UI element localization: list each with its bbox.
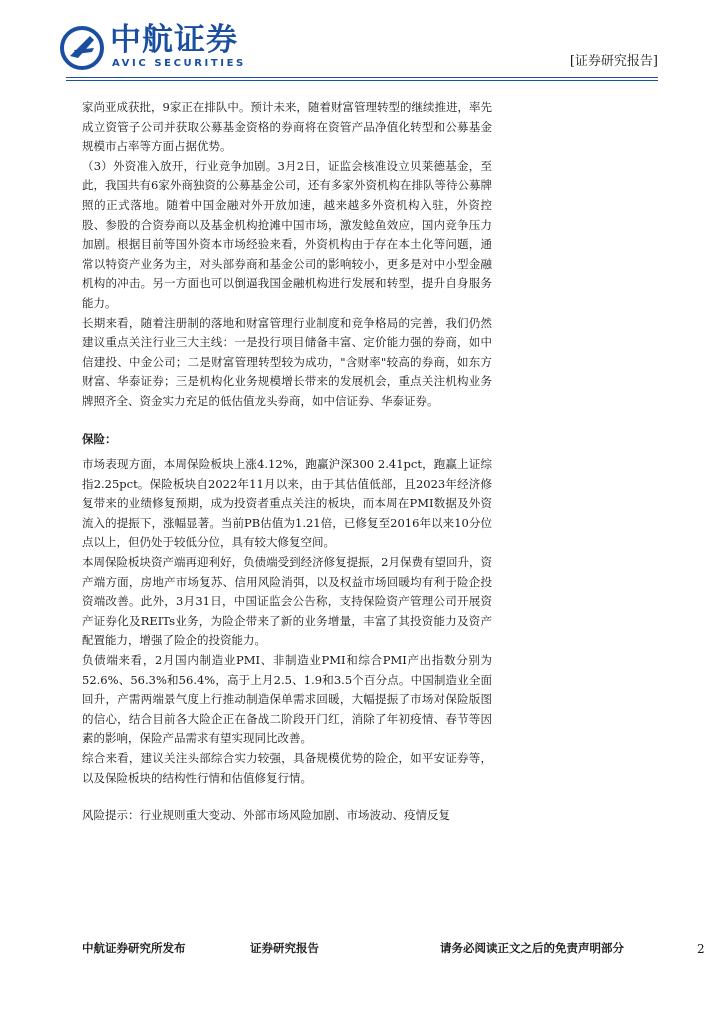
- footer-report-type: 证券研究报告: [250, 941, 319, 955]
- body-paragraph: 长期来看，随着注册制的落地和财富管理行业制度和竞争格局的完善，我们仍然建议重点关注行业三大主线：一是投行项目储备丰富、定价能力强的券商，如中信建投、中金公司；二是财富管理转型较为成功，"含财率"较高的券商，如东方财富、华泰证券；三是机构化业务规模增长带来的发展机会，重点关注机构业务牌照齐全、资金实力充足的低估值龙头券商，如中信证券、华泰证券。: [82, 315, 492, 408]
- avic-logo-icon: [60, 26, 104, 70]
- header-divider-thin: [66, 80, 658, 81]
- section-title-insurance: 保险：: [82, 431, 117, 446]
- brand-subtitle: AVIC SECURITIES: [112, 58, 246, 69]
- insurance-paragraph: 市场表现方面，本周保险板块上涨4.12%，跑赢沪深300 2.41pct，跑赢上证综指2.25pct。保险板块自2022年11月以来，由于其估值低部，且2023年经济修复带来的业绩修复预期，成为投资者重点关注的板块，而本周在PMI数据及外资流入的提振下，涨幅显著。当前PB估值为1.21倍，已修复至2016年以来10分位点以上，但仍处于较低分位，具有较大修复空间。: [82, 457, 492, 550]
- report-body: [82, 98, 492, 826]
- report-type-tag: [证券研究报告]: [569, 54, 658, 69]
- page-number: 2: [697, 942, 705, 956]
- page-header: [0, 0, 724, 80]
- header-divider: [66, 77, 658, 78]
- risk-note: 风险提示：行业规则重大变动、外部市场风险加剧、市场波动、疫情反复: [82, 808, 450, 823]
- body-paragraph: 家尚亚成获批，9家正在排队中。预计未来，随着财富管理转型的继续推进，率先成立资管子公司并获取公募基金资格的券商将在资管产品净值化转型和公募基金规模市占率等方面占据优势。: [82, 100, 492, 154]
- footer-publisher: 中航证券研究所发布: [82, 941, 186, 955]
- brand-name: 中航证券: [110, 22, 238, 58]
- insurance-paragraph: 综合来看，建议关注头部综合实力较强，具备规模优势的险企，如平安证券等，以及保险板块的结构性行情和估值修复行情。: [82, 751, 492, 785]
- insurance-paragraph: 本周保险板块资产端再迎利好，负债端受到经济修复提振，2月保费有望回升，资产端方面，房地产市场复苏、信用风险消弭，以及权益市场回暖均有利于险企投资端改善。此外，3月31日，中国证监会公告称，支持保险资产管理公司开展资产证券化及REITs业务，为险企带来了新的业务增量，丰富了其投资能力及资产配置能力，增强了险企的投资能力。: [82, 555, 492, 648]
- insurance-paragraph: 负债端来看，2月国内制造业PMI、非制造业PMI和综合PMI产出指数分别为52.6%、56.3%和56.4%，高于上月2.5、1.9和3.5个百分点。中国制造业全面回升，产需两端景气度上行推动制造保单需求回暖，大幅提振了市场对保险版图的信心，结合目前各大险企正在备战二阶段开门红，消除了年初疫情、春节等因素的影响，保险产品需求有望实现同比改善。: [82, 653, 492, 746]
- footer-disclaimer: 请务必阅读正文之后的免责声明部分: [440, 941, 624, 955]
- body-paragraph: （3）外资准入放开，行业竞争加剧。3月2日，证监会核准设立贝莱德基金，至此，我国共有6家外商独资的公募基金公司，还有多家外资机构在排队等待公募牌照的正式落地。随着中国金融对外开放加速，越来越多外资机构入驻，外资控股、参股的合资券商以及基金机构抢滩中国市场，激发鲶鱼效应，国内竞争压力加剧。根据目前等国外资本市场经验来看，外资机构由于存在本土化等问题，通常以特资产业务为主，对头部券商和基金公司的影响较小，更多是对中小型金融机构的冲击。另一方面也可以倒逼我国金融机构进行发展和转型，提升自身服务能力。: [82, 158, 492, 310]
